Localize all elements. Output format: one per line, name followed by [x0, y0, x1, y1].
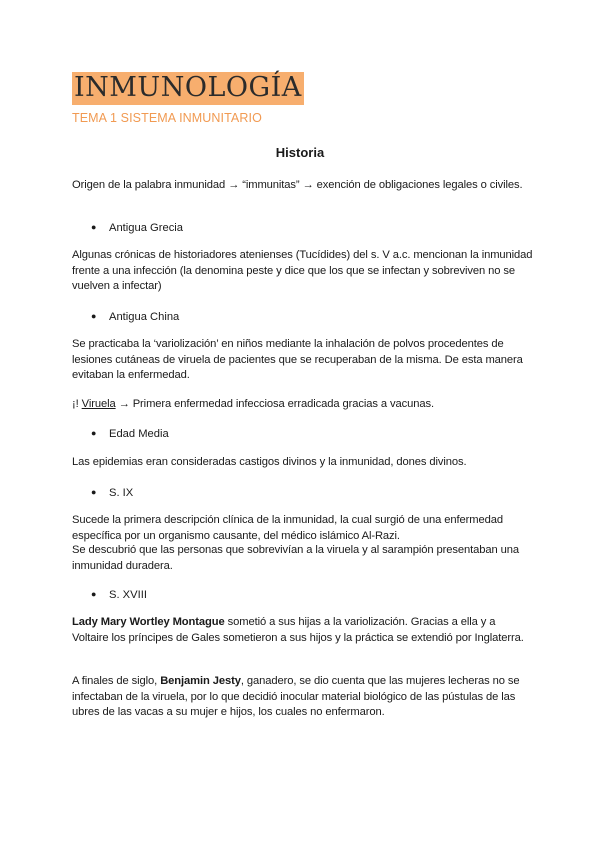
viruela-link[interactable]: Viruela — [81, 398, 116, 410]
bullet-label: Edad Media — [109, 428, 169, 440]
paragraph-grecia: Algunas crónicas de historiadores atenienses (Tucídides) del s. V a.c. mencionan la inmunidad frente a una infección (la denomina peste y dice que los que se infectan y sobreviven no se vuelven a infectar) — [72, 249, 533, 292]
bullet-item — [91, 309, 179, 325]
bullet-label: S. XVIII — [109, 589, 147, 601]
bullet-label: Antigua Grecia — [109, 222, 184, 234]
paragraph-viruela — [72, 397, 534, 413]
viruela-suffix: → Primera enfermedad infecciosa erradicada gracias a vacunas. — [115, 398, 434, 410]
paragraph-montague — [72, 615, 534, 646]
paragraph-ix-2: Se descubrió que las personas que sobrevivían a la viruela y al sarampión presentaban una inmunidad duradera. — [72, 544, 519, 572]
bullet-item — [91, 587, 147, 603]
bullet-icon: ● — [91, 311, 97, 321]
bullet-item — [91, 485, 133, 501]
bullet-icon: ● — [91, 222, 97, 232]
paragraph-text: sometió a sus hijas a la variolización. Gracias a ella y a Voltaire los príncipes de Gales sometieron a sus hijos y la práctica se extendió por Inglaterra. — [72, 616, 524, 644]
bullet-label: Antigua China — [109, 311, 180, 323]
person-name: Benjamin Jesty — [160, 675, 241, 687]
person-name: Lady Mary Wortley Montague — [72, 616, 225, 628]
paragraph-jesty — [72, 674, 534, 721]
paragraph-text: A finales de siglo, — [72, 675, 161, 687]
paragraph-text: , ganadero, se dio cuenta que las mujeres lecheras no se infectaban de la viruela, por lo que decidió inocular material biológico de las pústulas de las ubres de las vacas a su mujer e hijos, los cuales no enfermaron. — [72, 675, 520, 718]
bullet-icon: ● — [91, 428, 97, 438]
section-heading: Historia — [275, 145, 325, 160]
bullet-label: S. IX — [109, 487, 134, 499]
document-subtitle: TEMA 1 SISTEMA INMUNITARIO — [72, 111, 262, 125]
paragraph-china: Se practicaba la ‘variolización’ en niños mediante la inhalación de polvos procedentes de lesiones cutáneas de viruela de pacientes que se recuperaban de la misma. De esta manera evitaban la enfermedad. — [72, 338, 523, 381]
bullet-item — [91, 220, 183, 236]
document-title: INMUNOLOGÍA — [74, 72, 302, 103]
paragraph-intro: Origen de la palabra inmunidad → “immunitas” → exención de obligaciones legales o civiles. — [72, 179, 523, 191]
paragraph-ix-1: Sucede la primera descripción clínica de la inmunidad, la cual surgió de una enfermedad específica por un organismo causante, del médico islámico Al-Razi. — [72, 514, 503, 542]
bullet-icon: ● — [91, 487, 97, 497]
paragraph-edad-media: Las epidemias eran consideradas castigos divinos y la inmunidad, dones divinos. — [72, 456, 467, 468]
bullet-item — [91, 426, 169, 442]
bullet-icon: ● — [91, 589, 97, 599]
viruela-prefix: ¡! — [72, 398, 82, 410]
